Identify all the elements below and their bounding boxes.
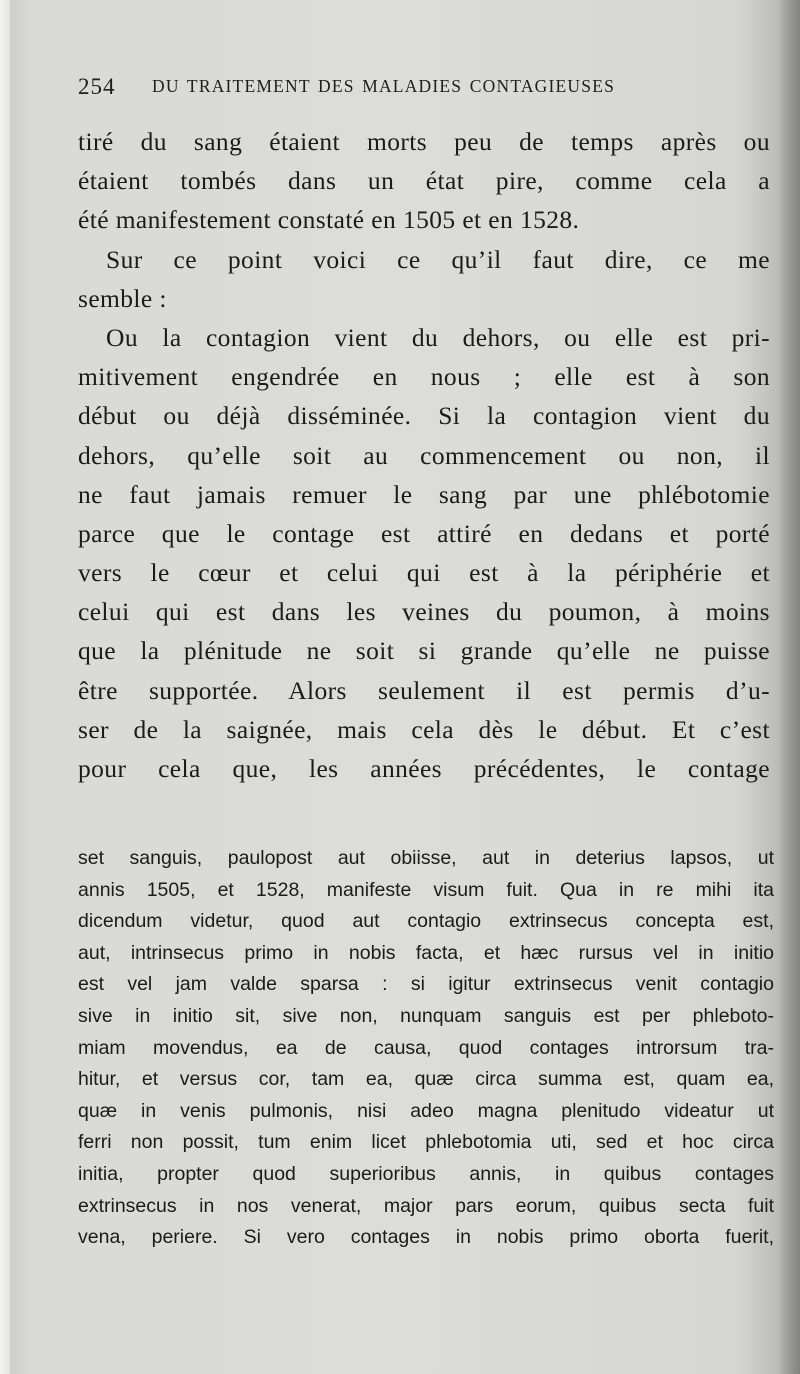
french-line: semble : bbox=[78, 283, 167, 313]
french-line: ser de la saignée, mais cela dès le début. Et c’est bbox=[78, 714, 770, 744]
french-line: tiré du sang étaient morts peu de temps après ou bbox=[78, 127, 770, 156]
french-line: été manifestement constaté en 1505 et en 1528. bbox=[78, 205, 580, 235]
french-line: vers le cœur et celui qui est à la périphérie et bbox=[78, 558, 770, 588]
latin-line: ferri non possit, tum enim licet phlebotomia uti, sed et hoc circa bbox=[78, 1131, 774, 1154]
running-head: DU TRAITEMENT DES MALADIES CONTAGIEUSES bbox=[152, 76, 616, 96]
latin-line: initia, propter quod superioribus annis, in quibus contages bbox=[78, 1162, 774, 1185]
french-line: dehors, qu’elle soit au commencement ou non, il bbox=[78, 440, 770, 470]
page-number: 254 bbox=[78, 74, 116, 99]
french-line: parce que le contage est attiré en dedans et porté bbox=[78, 518, 770, 548]
latin-line: est vel jam valde sparsa : si igitur extrinsecus venit contagio bbox=[78, 973, 774, 996]
french-line: que la plénitude ne soit si grande qu’elle ne puisse bbox=[78, 636, 770, 666]
french-line: étaient tombés dans un état pire, comme cela a bbox=[78, 166, 770, 196]
latin-line: vena, periere. Si vero contages in nobis primo oborta fuerit, bbox=[78, 1226, 774, 1249]
latin-line: aut, intrinsecus primo in nobis facta, et hæc rursus vel in initio bbox=[78, 941, 774, 964]
latin-original-text bbox=[78, 843, 774, 1254]
latin-line: set sanguis, paulopost aut obiisse, aut in deterius lapsos, ut bbox=[78, 847, 774, 869]
french-line: être supportée. Alors seulement il est permis d’u- bbox=[78, 675, 770, 705]
french-translation-text bbox=[78, 122, 770, 788]
latin-line: dicendum videtur, quod aut contagio extrinsecus concepta est, bbox=[78, 910, 774, 933]
french-line: ne faut jamais remuer le sang par une phlébotomie bbox=[78, 479, 770, 509]
latin-line: quæ in venis pulmonis, nisi adeo magna plenitudo videatur ut bbox=[78, 1099, 774, 1122]
french-line: début ou déjà disséminée. Si la contagion vient du bbox=[78, 401, 770, 431]
french-line: celui qui est dans les veines du poumon, à moins bbox=[78, 597, 770, 627]
french-line: pour cela que, les années précédentes, le contage bbox=[78, 754, 770, 783]
french-line: Ou la contagion vient du dehors, ou elle est pri- bbox=[106, 322, 770, 352]
latin-line: sive in initio sit, sive non, nunquam sanguis est per phleboto- bbox=[78, 1004, 774, 1027]
latin-line: miam movendus, ea de causa, quod contages introrsum tra- bbox=[78, 1036, 774, 1059]
latin-line: hitur, et versus cor, tam ea, quæ circa summa est, quam ea, bbox=[78, 1068, 774, 1091]
latin-line: extrinsecus in nos venerat, major pars eorum, quibus secta fuit bbox=[78, 1194, 774, 1217]
french-line: mitivement engendrée en nous ; elle est à son bbox=[78, 362, 770, 392]
page-gutter-shadow bbox=[778, 0, 800, 1374]
french-line: Sur ce point voici ce qu’il faut dire, ce me bbox=[106, 244, 770, 274]
latin-line: annis 1505, et 1528, manifeste visum fuit. Qua in re mihi ita bbox=[78, 878, 774, 901]
page-header bbox=[78, 70, 778, 104]
page-left-edge bbox=[0, 0, 10, 1374]
